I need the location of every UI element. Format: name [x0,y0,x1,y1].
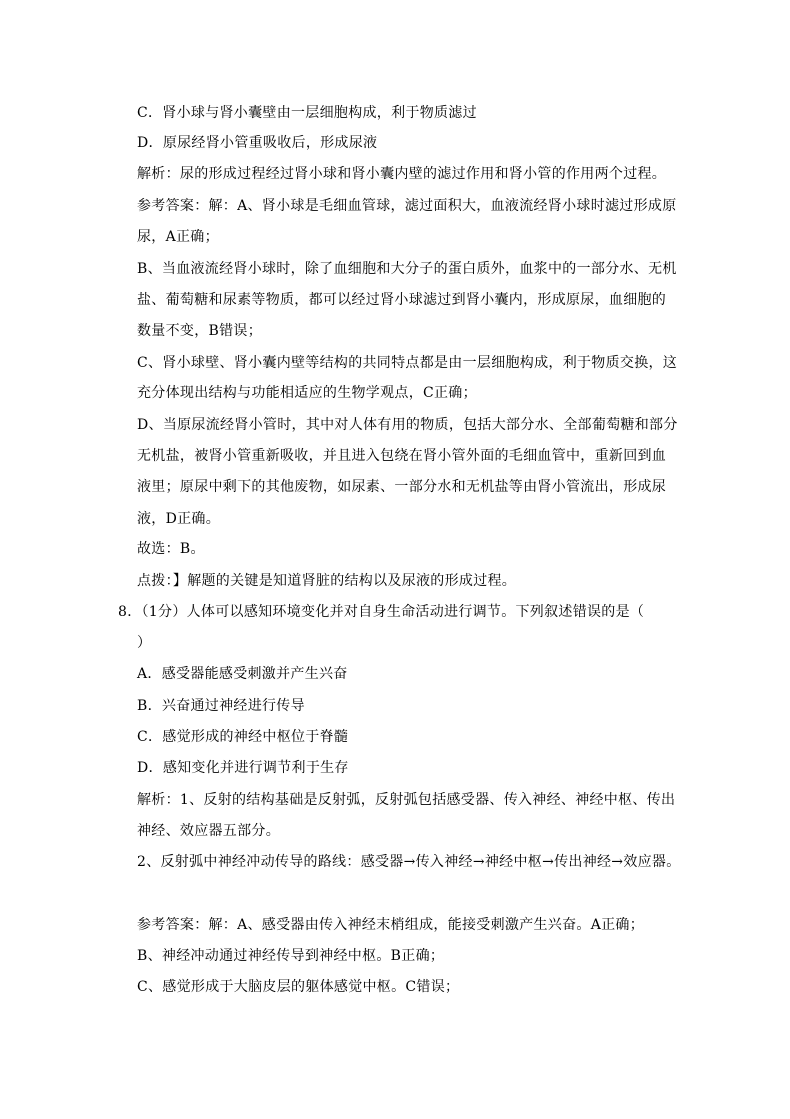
option-a-line: A．感受器能感受刺激并产生兴奋 [137,666,348,682]
tip-line: 点拨：】解题的关键是知道肾脏的结构以及尿液的形成过程。 [137,573,517,589]
option-c-line: C．感觉形成的神经中枢位于脊髓 [137,729,349,745]
option-d-line: D．原尿经肾小管重吸收后，形成尿液 [137,135,378,151]
choice-line: 故选：B。 [137,541,205,557]
question-8-stem-end: ） [137,635,152,651]
answer-line: 尿，A正确； [137,229,219,245]
answer-line: 液，D正确。 [137,511,221,527]
answer-line: 参考答案：解：A、感受器由传入神经末梢组成，能接受刺激产生兴奋。A正确； [137,917,645,933]
option-b-line: B．兴奋通过神经进行传导 [137,698,305,714]
answer-line: B、当血液流经肾小球时，除了血细胞和大分子的蛋白质外，血浆中的一部分水、无机 [137,261,677,277]
answer-line: B、神经冲动通过神经传导到神经中枢。B正确； [137,948,445,964]
analysis-line: 神经、效应器五部分。 [137,823,280,839]
answer-line: 数量不变，B错误； [137,323,262,339]
answer-line: 参考答案：解：A、肾小球是毛细血管球，滤过面积大，血液流经肾小球时滤过形成原 [137,198,677,214]
answer-line: D、当原尿流经肾小管时，其中对人体有用的物质，包括大部分水、全部葡萄糖和部分 [137,417,678,433]
answer-line: 液里；原尿中剩下的其他废物，如尿素、一部分水和无机盐等由肾小管流出，形成尿 [137,479,667,495]
analysis-line: 解析：尿的形成过程经过肾小球和肾小囊内壁的滤过作用和肾小管的作用两个过程。 [137,166,667,182]
answer-line: C、感觉形成于大脑皮层的躯体感觉中枢。C错误； [137,979,460,995]
option-d-line: D．感知变化并进行调节利于生存 [137,760,349,776]
answer-line: C、肾小球壁、肾小囊内壁等结构的共同特点都是由一层细胞构成，利于物质交换，这 [137,355,678,371]
analysis-line: 解析：1、反射的结构基础是反射弧，反射弧包括感受器、传入神经、神经中枢、传出 [137,792,676,808]
option-c-line: C．肾小球与肾小囊壁由一层细胞构成，利于物质滤过 [137,105,477,121]
answer-line: 充分体现出结构与功能相适应的生物学观点，C正确； [137,385,477,401]
answer-line: 无机盐，被肾小管重新吸收，并且进入包绕在肾小管外面的毛细血管中，重新回到血 [137,448,667,464]
analysis-line: 2、反射弧中神经冲动传导的路线：感受器→传入神经→神经中枢→传出神经→效应器。 [137,854,681,870]
answer-line: 盐、葡萄糖和尿素等物质，都可以经过肾小球滤过到肾小囊内，形成原尿，血细胞的 [137,292,667,308]
question-8-stem: 8．（1分）人体可以感知环境变化并对自身生命活动进行调节。下列叙述错误的是（ [118,604,645,620]
